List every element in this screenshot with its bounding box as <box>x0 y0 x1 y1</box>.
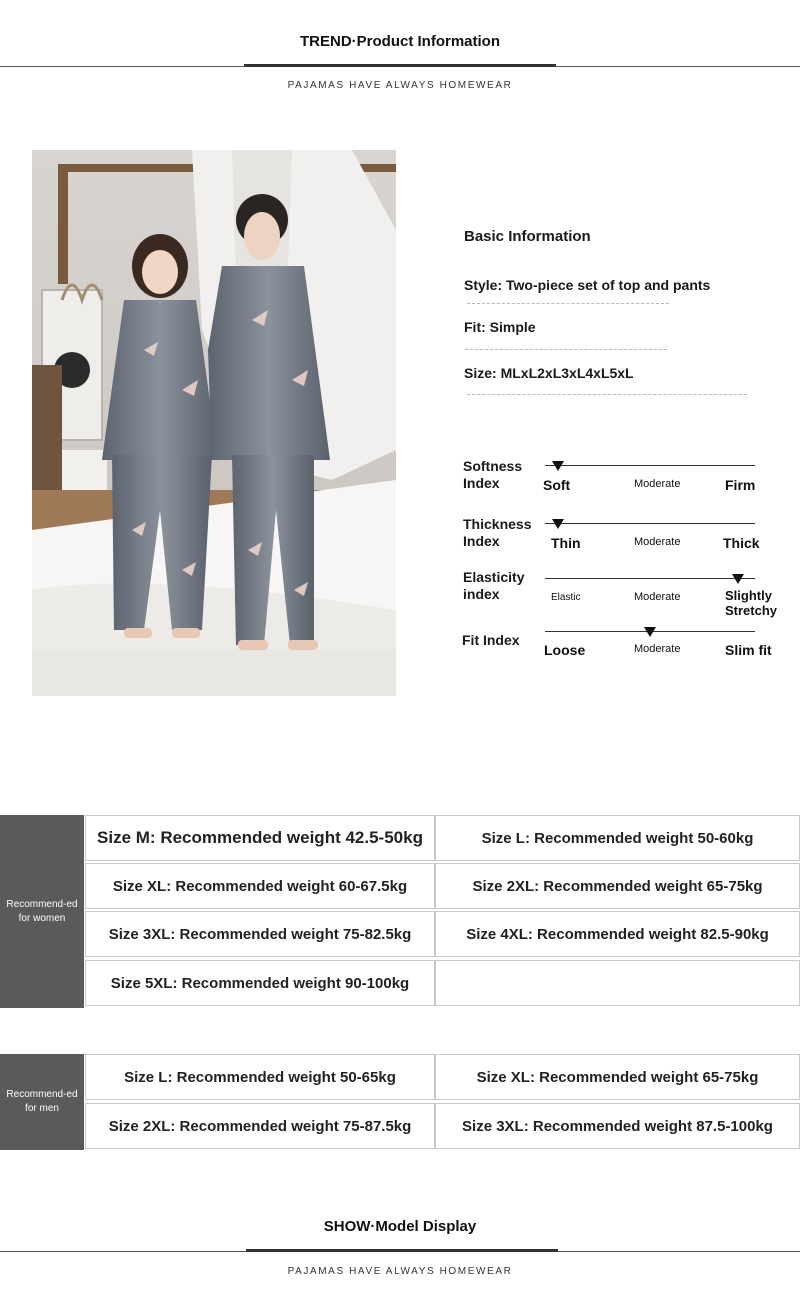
elasticity-index-label: Elasticity index <box>463 569 525 602</box>
thickness-right: Thick <box>723 535 760 551</box>
softness-scale <box>545 465 755 466</box>
divider-dashed <box>467 394 747 395</box>
fit-marker <box>644 627 656 637</box>
elasticity-marker <box>732 574 744 584</box>
basic-info-title: Basic Information <box>464 228 591 245</box>
size-cell: Size 3XL: Recommended weight 75-82.5kg <box>85 911 435 957</box>
softness-right: Firm <box>725 477 756 493</box>
size-cell: Size L: Recommended weight 50-60kg <box>435 815 800 861</box>
divider-thick <box>244 64 556 67</box>
softness-index-label: Softness Index <box>463 458 523 491</box>
divider-dashed <box>467 303 669 304</box>
thickness-index-label: Thickness Index <box>463 516 532 549</box>
size-cell: Size 2XL: Recommended weight 75-87.5kg <box>85 1103 435 1149</box>
section-subtitle: PAJAMAS HAVE ALWAYS HOMEWEAR <box>287 1266 513 1277</box>
thickness-mid: Moderate <box>634 536 681 548</box>
section-subtitle: PAJAMAS HAVE ALWAYS HOMEWEAR <box>287 80 513 91</box>
fit-right: Slim fit <box>725 642 772 658</box>
fit-left: Loose <box>544 642 586 658</box>
info-style: Style: Two-piece set of top and pants <box>464 277 711 293</box>
divider-dashed <box>465 349 667 350</box>
info-size: Size: MLxL2xL3xL4xL5xL <box>464 365 634 381</box>
size-cell: Size 5XL: Recommended weight 90-100kg <box>85 960 435 1006</box>
size-cell: Size 2XL: Recommended weight 65-75kg <box>435 863 800 909</box>
size-cell: Size 4XL: Recommended weight 82.5-90kg <box>435 911 800 957</box>
size-cell: Size 3XL: Recommended weight 87.5-100kg <box>435 1103 800 1149</box>
divider-thick <box>246 1249 558 1252</box>
women-group-label: Recommend-ed for women <box>0 815 84 1008</box>
size-cell: Size XL: Recommended weight 60-67.5kg <box>85 863 435 909</box>
section-title: SHOW·Model Display <box>323 1218 477 1235</box>
thickness-marker <box>552 519 564 529</box>
softness-mid: Moderate <box>634 478 681 490</box>
softness-marker <box>552 461 564 471</box>
section-header-show <box>0 1200 800 1300</box>
thickness-scale <box>545 523 755 524</box>
empty-cell <box>435 960 800 1006</box>
info-fit: Fit: Simple <box>464 319 536 335</box>
size-cell: Size M: Recommended weight 42.5-50kg <box>85 815 435 861</box>
elasticity-left: Elastic <box>551 592 581 603</box>
fit-index-label: Fit Index <box>462 632 520 648</box>
product-photo <box>32 150 396 696</box>
size-cell: Size XL: Recommended weight 65-75kg <box>435 1054 800 1100</box>
thickness-left: Thin <box>551 535 581 551</box>
elasticity-scale <box>545 578 755 579</box>
elasticity-right: Slightly Stretchy <box>725 588 778 618</box>
men-group-label: Recommend-ed for men <box>0 1054 84 1150</box>
size-cell: Size L: Recommended weight 50-65kg <box>85 1054 435 1100</box>
elasticity-mid: Moderate <box>634 591 681 603</box>
section-title: TREND·Product Information <box>300 33 500 50</box>
fit-mid: Moderate <box>634 643 681 655</box>
softness-left: Soft <box>543 477 571 493</box>
section-header-trend <box>0 0 800 100</box>
